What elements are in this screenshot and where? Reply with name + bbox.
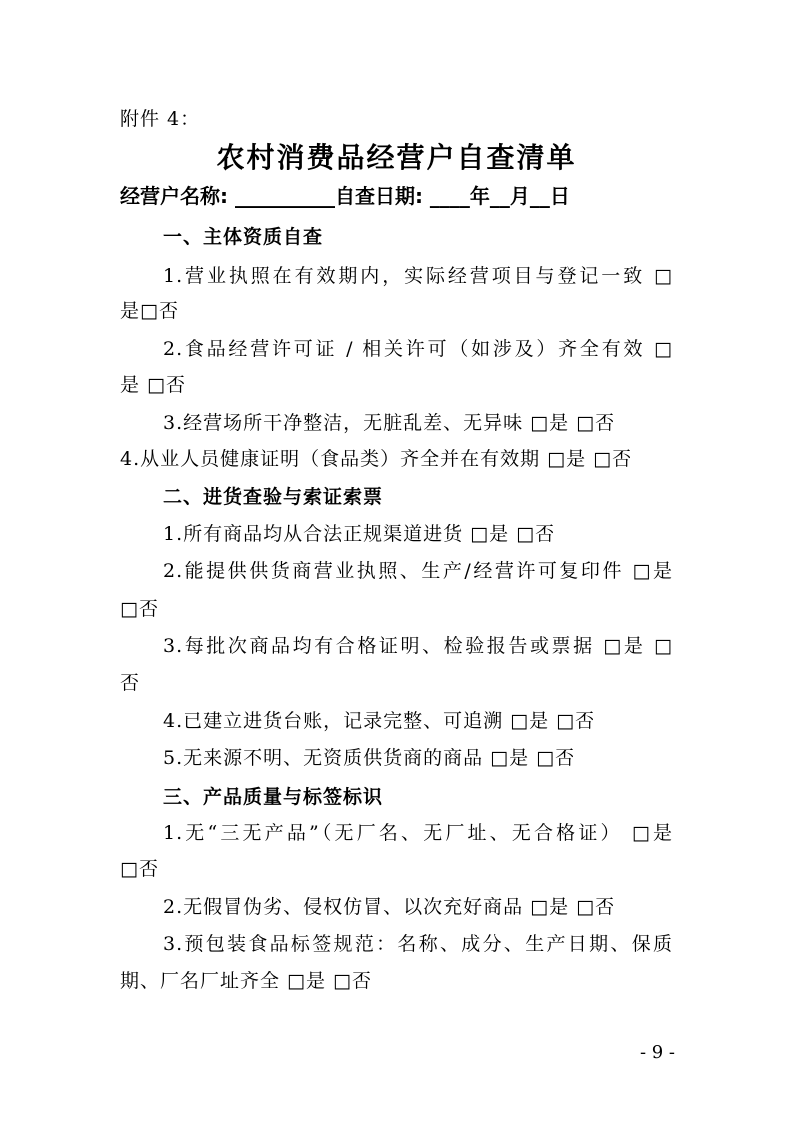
checklist-item: 1.无“三无产品”（无厂名、无厂址、无合格证） □是 [163,822,673,844]
checklist-item-continuation: 期、厂名厂址齐全 □是 □否 [120,970,372,992]
checklist-item: 2.能提供供货商营业执照、生产/经营许可复印件 □是 [163,560,673,582]
section-heading-qualification: 一、主体资质自查 [163,226,324,248]
attachment-label: 附件 4： [120,108,201,130]
section-heading-purchase-inspection: 二、进货查验与索证索票 [163,486,384,508]
checklist-item: 4.已建立进货台账，记录完整、可追溯 □是 □否 [163,710,596,732]
checklist-item: 1.营业执照在有效期内，实际经营项目与登记一致 □ [163,265,673,287]
checklist-item: 5.无来源不明、无资质供货商的商品 □是 □否 [163,747,576,769]
checklist-item-continuation: 是 □否 [120,374,186,396]
checklist-item: 3.每批次商品均有合格证明、检验报告或票据 □是 □ [163,635,673,657]
section-heading-product-quality: 三、产品质量与标签标识 [163,786,384,808]
checklist-item: 2.食品经营许可证 / 相关许可（如涉及）齐全有效 □ [163,338,673,360]
checklist-item: 2.无假冒伪劣、侵权仿冒、以次充好商品 □是 □否 [163,896,616,918]
operator-name-and-date-line: 经营户名称: __________自查日期: ____年__月__日 [120,184,570,208]
checklist-item: 4.从业人员健康证明（食品类）齐全并在有效期 □是 □否 [120,448,633,470]
checklist-item-continuation: 是□否 [120,300,179,322]
checklist-item: 1.所有商品均从合法正规渠道进货 □是 □否 [163,523,556,545]
checklist-item-continuation: □否 [120,858,159,880]
page-title: 农村消费品经营户自查清单 [216,141,577,174]
checklist-item-continuation: 否 [120,672,141,694]
checklist-item: 3.预包装食品标签规范：名称、成分、生产日期、保质 [163,933,673,955]
checklist-item: 3.经营场所干净整洁，无脏乱差、无异味 □是 □否 [163,412,616,434]
page-number: - 9 - [639,1042,675,1063]
checklist-item-continuation: □否 [120,598,159,620]
